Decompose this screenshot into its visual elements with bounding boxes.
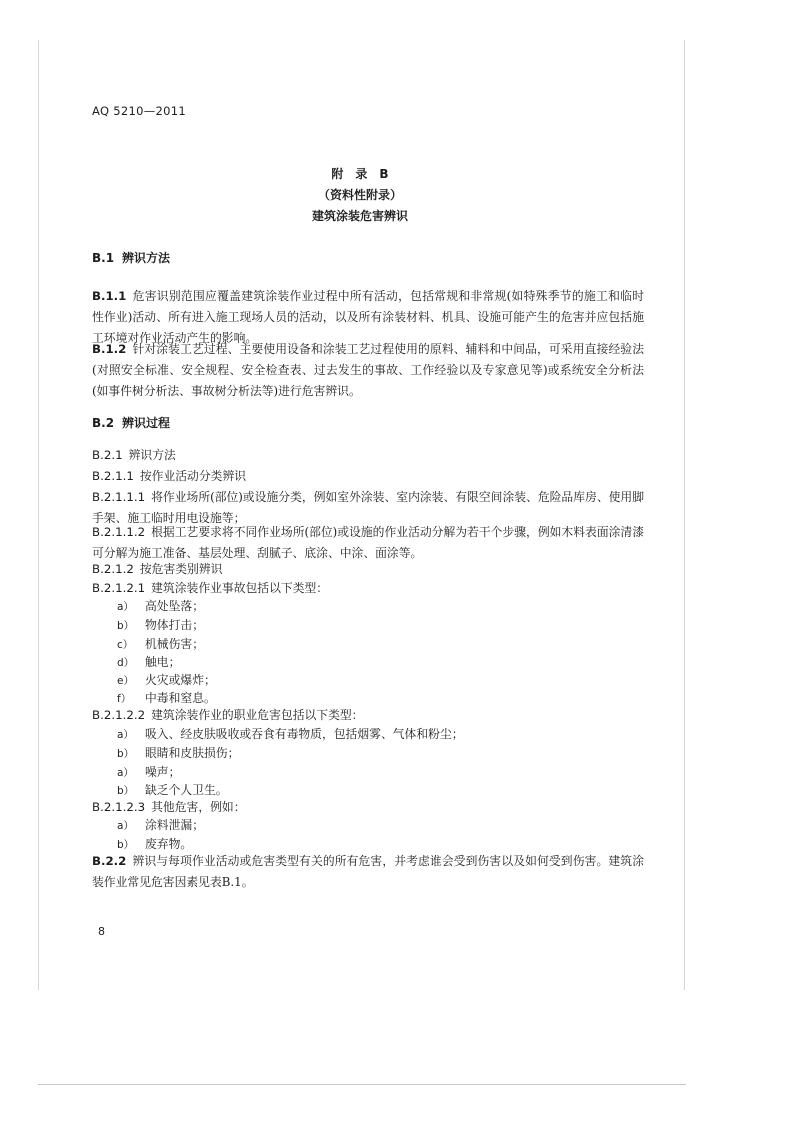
clause-number: B.2.1.2.3 <box>92 800 146 814</box>
paragraph-b2-1 <box>92 445 644 466</box>
clause-number: B.2.1.2.1 <box>92 581 146 595</box>
clause-number: B.2.1.2 <box>92 562 134 576</box>
left-margin-line <box>38 40 39 990</box>
list-item: d） 触电； <box>117 655 181 669</box>
clause-text: 按作业活动分类辨识 <box>139 469 247 483</box>
clause-number: B.2.2 <box>92 854 127 868</box>
clause-text: 将作业场所(部位)或设施分类，例如室外涂装、室内涂装、有限空间涂装、危险品库房、使用脚手架、施工临时用电设施等； <box>92 490 645 525</box>
list-item: a） 高处坠落； <box>117 599 204 613</box>
section-title: 辨识方法 <box>122 251 171 265</box>
appendix-title: 建筑涂装危害辨识 <box>311 209 408 223</box>
paragraph-b2-1-2-2 <box>92 705 644 726</box>
list-item: b） 眼睛和皮肤损伤； <box>117 746 240 760</box>
clause-text: 危害识别范围应覆盖建筑涂装作业过程中所有活动，包括常规和非常规(如特殊季节的施工和临时性作业)活动、所有进入施工现场人员的活动，以及所有涂装材料、机具、设施可能产生的危害并应包括施工环境对作业活动产生的影响。 <box>92 289 644 345</box>
clause-number: B.1.1 <box>92 289 127 303</box>
list-item: c） 机械伤害； <box>117 637 204 651</box>
right-margin-line <box>684 40 685 990</box>
footer-divider <box>38 1084 686 1085</box>
clause-text: 根据工艺要求将不同作业场所(部位)或设施的作业活动分解为若干个步骤，例如木料表面涂清漆可分解为施工准备、基层处理、刮腻子、底涂、中涂、面涂等。 <box>92 525 645 560</box>
clause-text: 建筑涂装作业的职业危害包括以下类型： <box>151 708 364 722</box>
clause-number: B.2.1.2.2 <box>92 708 146 722</box>
section-title: 辨识过程 <box>122 416 171 430</box>
list-item: b） 废弃物。 <box>117 837 193 851</box>
list-item: a） 涂料泄漏； <box>117 818 204 832</box>
clause-text: 按危害类别辨识 <box>139 562 223 576</box>
clause-number: B.2.1.1 <box>92 469 134 483</box>
paragraph-b1-2 <box>92 339 644 402</box>
paragraph-b2-1-1-2 <box>92 522 644 564</box>
clause-text: 针对涂装工艺过程、主要使用设备和涂装工艺过程使用的原料、辅料和中间品，可采用直接经验法(对照安全标准、安全规程、安全检查表、过去发生的事故、工作经验以及专家意见等)或系统安全分析法(如事件树分析法、事故树分析法等)进行危害辨识。 <box>92 342 644 398</box>
list-item: b） 物体打击； <box>117 618 204 632</box>
clause-number: B.1.2 <box>92 342 127 356</box>
paragraph-b2-2 <box>92 851 644 893</box>
section-number: B.1 <box>92 251 115 265</box>
clause-number: B.2.1.1.1 <box>92 490 146 504</box>
section-b2-heading <box>92 414 170 431</box>
clause-number: B.2.1.1.2 <box>92 525 146 539</box>
clause-text: 辨识方法 <box>128 448 176 462</box>
clause-text: 辨识与每项作业活动或危害类型有关的所有危害，并考虑谁会受到伤害以及如何受到伤害。建筑涂装作业常见危害因素见表B.1。 <box>92 854 644 889</box>
appendix-type: （资料性附录） <box>317 188 402 202</box>
paragraph-b2-1-1 <box>92 466 644 487</box>
list-item: f） 中毒和窒息。 <box>117 691 216 705</box>
page-number: 8 <box>98 925 105 938</box>
clause-number: B.2.1 <box>92 448 123 462</box>
section-number: B.2 <box>92 416 115 430</box>
paragraph-b2-1-2 <box>92 559 644 580</box>
list-item: a） 吸入、经皮肤吸收或吞食有毒物质，包括烟雾、气体和粉尘； <box>117 727 464 741</box>
clause-text: 建筑涂装作业事故包括以下类型： <box>151 581 329 595</box>
list-item: a） 噪声； <box>117 765 181 779</box>
clause-text: 其他危害，例如： <box>151 800 246 814</box>
appendix-label: 附 录 B <box>331 167 389 181</box>
standard-number: AQ 5210—2011 <box>92 104 187 118</box>
list-item: b） 缺乏个人卫生。 <box>117 783 228 797</box>
list-item: e） 火灾或爆炸； <box>117 673 216 687</box>
section-b1-heading <box>92 249 170 266</box>
